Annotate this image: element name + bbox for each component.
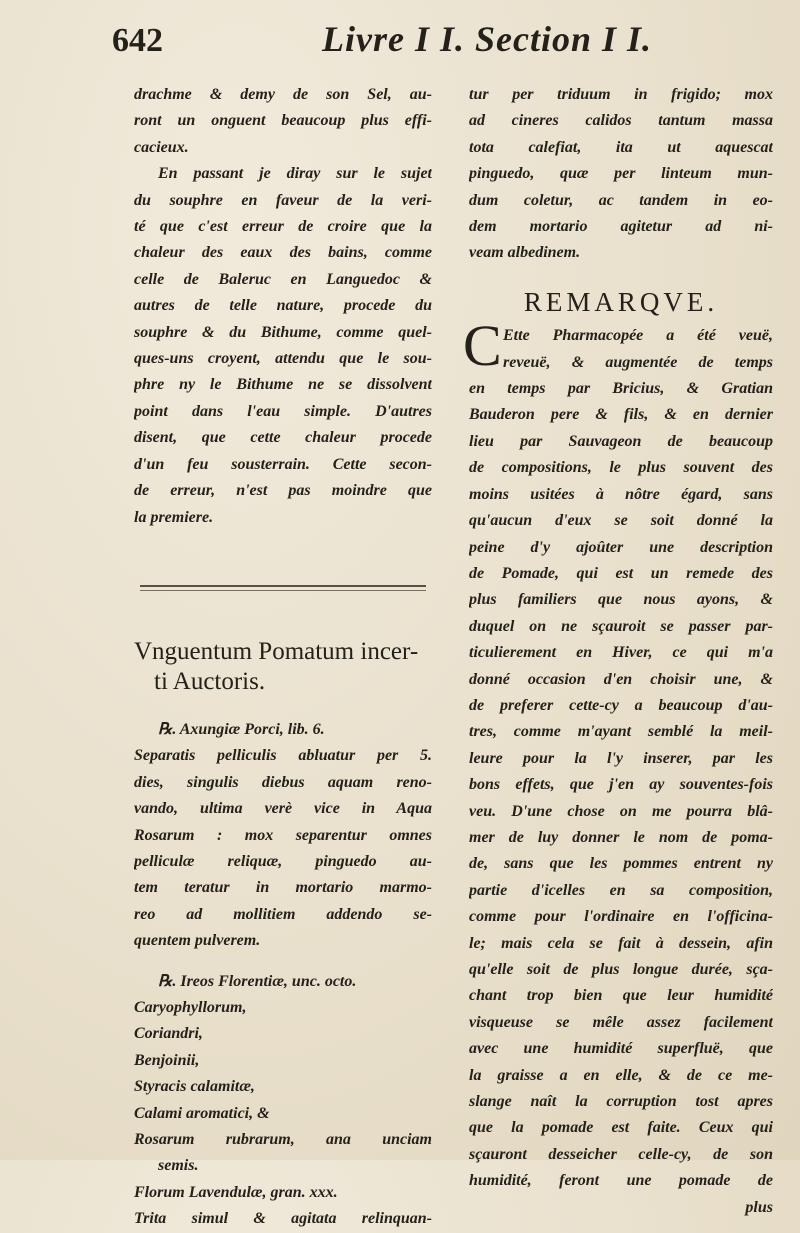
text-line: autres de telle nature, procede du bbox=[134, 297, 432, 315]
text-line: Separatis pelliculis abluatur per 5. bbox=[134, 747, 432, 765]
text-line: de preferer cette-cy a beaucoup d'au- bbox=[469, 696, 773, 714]
text-line: Bauderon pere & fils, & en dernier bbox=[469, 406, 773, 424]
text-line: tres, comme m'ayant semblé la meil- bbox=[469, 723, 773, 741]
text-line: visqueuse se mêle assez facilement bbox=[469, 1013, 773, 1031]
text-line: Rosarum : mox separentur omnes bbox=[134, 826, 432, 844]
text-line: drachme & demy de son Sel, au- bbox=[134, 86, 432, 103]
text-line: plus familiers que nous ayons, & bbox=[469, 591, 773, 609]
text-line: mer de luy donner le nom de poma- bbox=[469, 828, 773, 846]
recipe-axungia bbox=[134, 717, 432, 955]
text-line: veu. D'une chose on me pourra blâ- bbox=[469, 802, 773, 820]
text-line: le; mais cela se fait à dessein, afin bbox=[469, 934, 773, 952]
text-line: en temps par Bricius, & Gratian bbox=[469, 380, 773, 398]
text-line: avec une humidité superfluë, que bbox=[469, 1040, 773, 1058]
text-line: veam albedinem. bbox=[469, 244, 581, 262]
text-line: vando, ultima verè vice in Aqua bbox=[134, 800, 432, 818]
text-line: duquel on ne sçauroit se passer par- bbox=[469, 617, 773, 635]
text-line: pinguedo, quæ per linteum mun- bbox=[469, 165, 773, 183]
text-line: pelliculæ reliquæ, pinguedo au- bbox=[134, 852, 432, 870]
drop-cap: C bbox=[463, 313, 502, 379]
text-line: Florum Lavendulæ, gran. xxx. bbox=[134, 1183, 338, 1201]
text-line: quentem pulverem. bbox=[134, 932, 261, 950]
text-line: de erreur, n'est pas moindre que bbox=[134, 482, 432, 500]
text-line: de, sans que les pommes entrent ny bbox=[469, 855, 773, 873]
text-line: ront un onguent beaucoup plus effi- bbox=[134, 112, 432, 130]
text-line: comme pour l'ordinaire en l'officina- bbox=[469, 908, 773, 926]
text-line: semis. bbox=[158, 1157, 199, 1175]
recipe-continued bbox=[469, 82, 773, 267]
recipe-ireos bbox=[134, 969, 432, 1233]
text-line: la premiere. bbox=[134, 508, 214, 526]
text-line: la graisse a en elle, & de ce me- bbox=[469, 1066, 773, 1084]
text-line: humidité, feront une pomade de bbox=[469, 1172, 773, 1190]
text-line: d'un feu sousterrain. Cette secon- bbox=[134, 455, 432, 473]
page-header bbox=[112, 18, 732, 68]
text-line: chaleur des eaux des bains, comme bbox=[134, 244, 432, 262]
catchword: plus bbox=[745, 1198, 773, 1216]
text-line: souphre & du Bithume, comme quel- bbox=[134, 323, 432, 341]
text-line: leure pour la l'y inserer, par les bbox=[469, 749, 773, 767]
text-line: partie d'icelles en sa composition, bbox=[469, 881, 773, 899]
paragraph-souphre bbox=[134, 161, 432, 531]
spacer bbox=[134, 955, 432, 969]
text-line: de Pomade, qui est un remede des bbox=[469, 564, 773, 582]
text-line: Trita simul & agitata relinquan- bbox=[134, 1210, 432, 1228]
text-line: qu'aucun d'eux se soit donné la bbox=[469, 512, 773, 530]
ornamental-separator bbox=[140, 581, 426, 599]
text-line: ℞. Ireos Florentiæ, unc. octo. bbox=[158, 972, 357, 990]
text-line: de compositions, le plus souvent des bbox=[469, 459, 773, 477]
text-line: Styracis calamitæ, bbox=[134, 1078, 255, 1096]
remarque-paragraph bbox=[463, 313, 773, 1221]
page-number: 642 bbox=[112, 22, 163, 59]
text-line: Rosarum rubrarum, ana unciam bbox=[134, 1131, 432, 1148]
text-line: qu'elle soit de plus longue durée, sça- bbox=[469, 961, 773, 978]
section-title-line: ti Auctoris. bbox=[154, 667, 266, 695]
text-line: du souphre en faveur de la veri- bbox=[134, 191, 432, 209]
remarque-heading: REMARQVE. bbox=[523, 286, 719, 317]
text-line: lieu par Sauvageon de beaucoup bbox=[469, 432, 773, 450]
text-line: bons effets, que j'en ay souventes-fois bbox=[469, 776, 773, 794]
text-line: tem teratur in mortario marmo- bbox=[134, 879, 432, 897]
text-line: donné occasion d'en choisir une, & bbox=[469, 670, 773, 688]
text-line: cacieux. bbox=[134, 138, 189, 156]
text-line: peine d'y ajoûter une description bbox=[469, 538, 773, 556]
text-line: dum coletur, ac tandem in eo- bbox=[469, 191, 773, 209]
text-line: phre ny le Bithume ne se dissolvent bbox=[134, 376, 432, 394]
text-line: sçauront desseicher celle-cy, de son bbox=[469, 1145, 773, 1163]
text-line: celle de Baleruc en Languedoc & bbox=[134, 270, 432, 288]
text-line: Coriandri, bbox=[134, 1025, 203, 1043]
text-line: Ette Pharmacopée a été veuë, bbox=[503, 327, 773, 345]
text-line: En passant je diray sur le sujet bbox=[158, 165, 432, 183]
text-line: Caryophyllorum, bbox=[134, 998, 247, 1016]
left-column bbox=[134, 82, 432, 1233]
text-line: ticulierement en Hiver, ce qui m'a bbox=[469, 644, 773, 662]
text-line: slange naît la corruption tost apres bbox=[469, 1093, 773, 1111]
text-line: té que c'est erreur de croire que la bbox=[134, 218, 432, 236]
text-line: point dans l'eau simple. D'autres bbox=[134, 402, 432, 420]
text-line: reo ad mollitiem addendo se- bbox=[134, 905, 432, 923]
text-line: Benjoinii, bbox=[134, 1051, 200, 1069]
text-line: que la pomade est faite. Ceux qui bbox=[469, 1119, 773, 1137]
text-line: Calami aromatici, & bbox=[134, 1104, 270, 1122]
text-line: disent, que cette chaleur procede bbox=[134, 429, 432, 447]
right-column bbox=[463, 82, 773, 1221]
text-line: tur per triduum in frigido; mox bbox=[469, 86, 773, 103]
paragraph-onguent bbox=[134, 82, 432, 161]
running-head: Livre I I. Section I I. bbox=[322, 19, 653, 59]
text-line: tota calefiat, ita ut aquescat bbox=[469, 138, 773, 156]
section-title-line: Vnguentum Pomatum incer- bbox=[134, 637, 419, 665]
text-line: dies, singulis diebus aquam reno- bbox=[134, 773, 432, 791]
text-line: ad cineres calidos tantum massa bbox=[469, 112, 773, 130]
text-line: reveuë, & augmentée de temps bbox=[503, 353, 773, 371]
section-title bbox=[134, 637, 432, 697]
text-line: ℞. Axungiæ Porci, lib. 6. bbox=[158, 720, 325, 738]
text-line: ques-uns croyent, attendu que le sou- bbox=[134, 350, 432, 368]
text-line: moins usitées à nôtre égard, sans bbox=[469, 485, 773, 503]
text-line: dem mortario agitetur ad ni- bbox=[469, 218, 773, 236]
text-line: chant trop bien que leur humidité bbox=[469, 987, 773, 1005]
